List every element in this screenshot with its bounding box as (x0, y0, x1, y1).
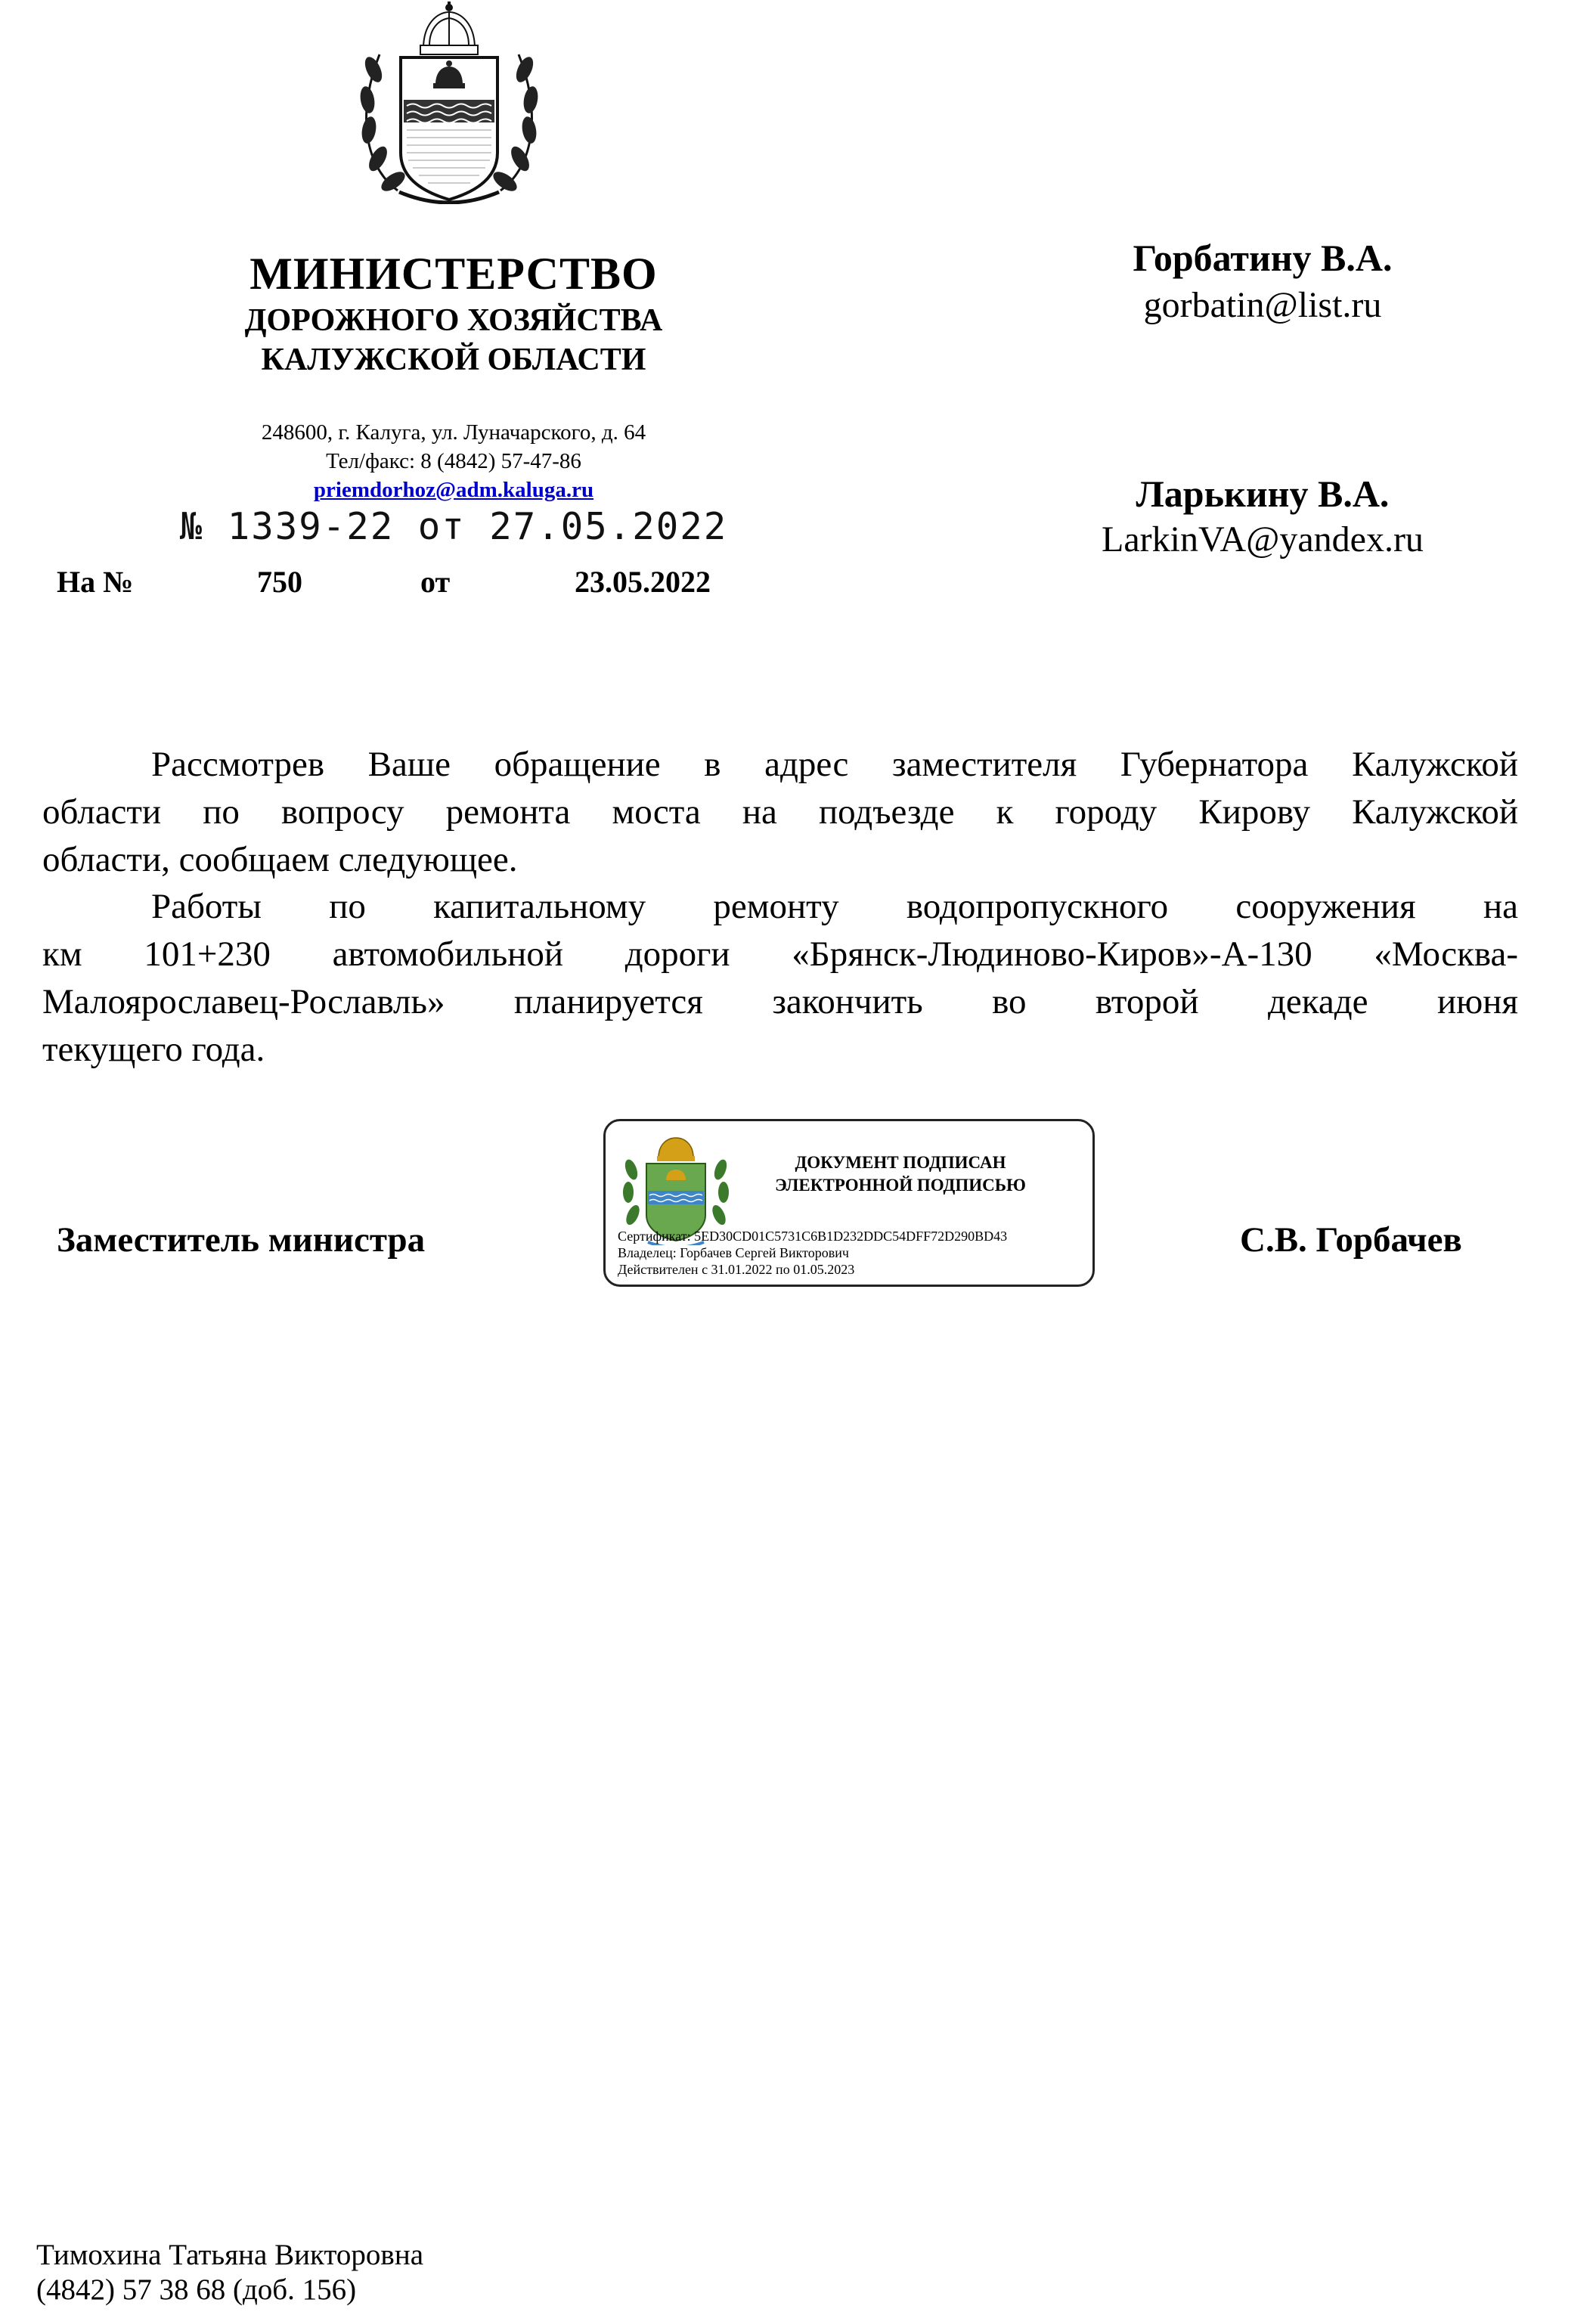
stamp-heading-line2: ЭЛЕКТРОННОЙ ПОДПИСЬЮ (775, 1176, 1026, 1195)
paragraph-line: Рассмотрев Ваше обращение в адрес заместителя Губернатора Калужской (151, 745, 1518, 784)
stamp-owner: Владелец: Горбачев Сергей Викторович (618, 1245, 849, 1260)
recipient-name: Горбатину В.А. (1133, 237, 1393, 279)
body-paragraph-2 (42, 883, 1518, 1074)
reply-number: 750 (257, 565, 302, 599)
paragraph-line: км 101+230 автомобильной дороги «Брянск-Людиново-Киров»-А-130 «Москва- (42, 934, 1518, 974)
signatory-name: С.В. Горбачев (1240, 1220, 1462, 1260)
paragraph-line: Работы по капитальному ремонту водопропускного сооружения на (151, 887, 1518, 926)
ministry-subtitle-line1: ДОРОЖНОГО ХОЗЯЙСТВА (244, 303, 663, 338)
ministry-title: МИНИСТЕРСТВО (249, 249, 658, 299)
body-paragraph-1 (42, 741, 1518, 884)
electronic-signature-stamp (603, 1119, 1095, 1287)
reply-label: На № (57, 565, 134, 599)
ministry-email-link[interactable]: priemdorhoz@adm.kaluga.ru (313, 478, 594, 502)
ministry-subtitle-line2: КАЛУЖСКОЙ ОБЛАСТИ (261, 342, 646, 377)
executor-phone: (4842) 57 38 68 (доб. 156) (36, 2273, 357, 2306)
stamp-certificate: Сертификат: 5ED30CD01C5731C6B1D232DDC54DFF72D290BD43 (618, 1229, 1008, 1244)
recipient-email[interactable]: LarkinVA@yandex.ru (1102, 519, 1424, 559)
reply-date: 23.05.2022 (575, 565, 711, 599)
reply-from-label: от (420, 565, 451, 599)
stamp-heading-line1: ДОКУМЕНТ ПОДПИСАН (795, 1153, 1006, 1172)
recipient-name: Ларькину В.А. (1136, 473, 1390, 515)
ministry-address: 248600, г. Калуга, ул. Луначарского, д. 64 (261, 420, 646, 445)
recipient-email[interactable]: gorbatin@list.ru (1143, 285, 1382, 325)
paragraph-line: Малоярославец-Рославль» планируется закончить во второй декаде июня (42, 982, 1518, 1021)
stamp-validity: Действителен с 31.01.2022 по 01.05.2023 (618, 1262, 855, 1277)
signatory-title: Заместитель министра (57, 1220, 426, 1260)
paragraph-line: текущего года. (42, 1030, 265, 1069)
paragraph-line: области, сообщаем следующее. (42, 840, 518, 879)
registration-stamp: № 1339-22 от 27.05.2022 (179, 505, 728, 548)
ministry-email-row (151, 478, 756, 503)
ministry-phone: Тел/факс: 8 (4842) 57-47-86 (326, 449, 581, 473)
kaluga-coat-of-arms-icon (354, 2, 544, 204)
executor-name: Тимохина Татьяна Викторовна (36, 2239, 424, 2271)
paragraph-line: области по вопросу ремонта моста на подъезде к городу Кирову Калужской (42, 792, 1518, 832)
